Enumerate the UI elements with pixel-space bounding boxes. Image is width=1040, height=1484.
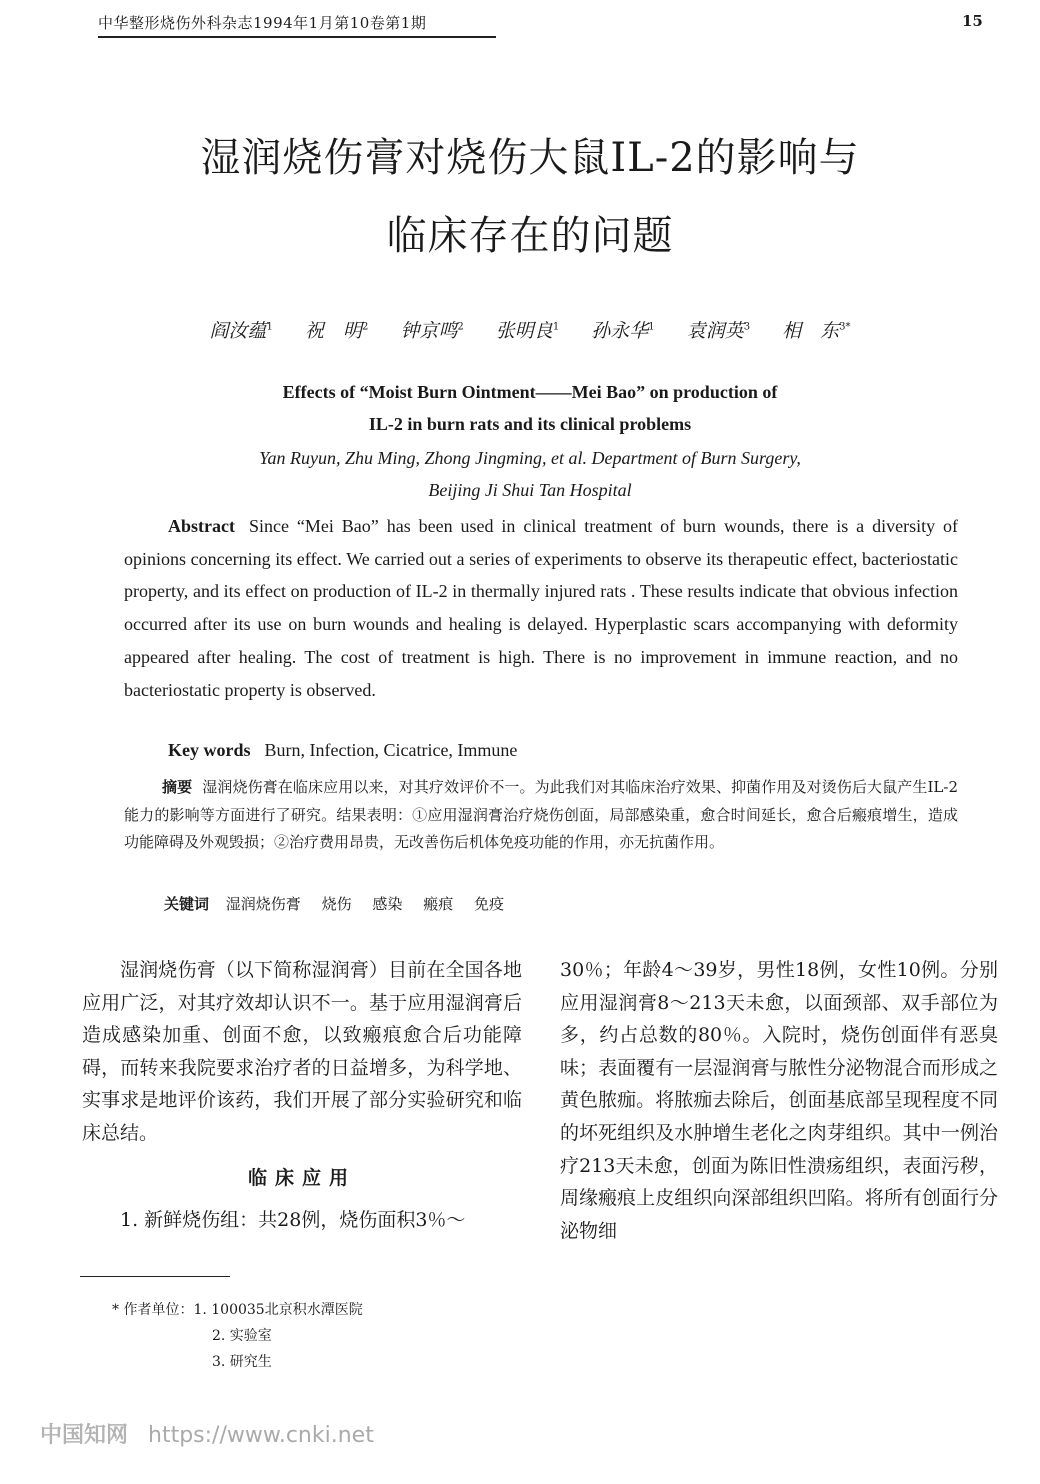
author: 孙永华$^1$	[591, 320, 655, 342]
english-authors-line-2: Beijing Ji Shui Tan Hospital	[428, 480, 632, 500]
page-number: 15	[962, 12, 983, 30]
keywords-label: Key words	[168, 740, 251, 760]
cn-abstract-text: 湿润烧伤膏在临床应用以来，对其疗效评价不一。为此我们对其临床治疗效果、抑菌作用及对烫伤后大鼠产生IL-2能力的影响等方面进行了研究。结果表明：①应用湿润膏治疗烧伤创面，局部感染重，愈合时间延长，愈合后瘢痕增生，造成功能障碍及外观毁损；②治疗费用昂贵，无改善伤后机体免疫功能的作用，亦无抗菌作用。	[124, 778, 958, 851]
body-paragraph: 湿润烧伤膏（以下简称湿润膏）目前在全国各地应用广泛，对其疗效却认识不一。基于应用湿润膏后造成感染加重、创面不愈，以致瘢痕愈合后功能障碍，而转来我院要求治疗者的日益增多，为科学地、实事求是地评价该药，我们开展了部分实验研究和临床总结。	[82, 959, 522, 1144]
running-head: 中华整形烧伤外科杂志1994年1月第10卷第1期	[98, 12, 496, 38]
footnote-line-2: 2. 实验室	[212, 1328, 272, 1344]
cn-keyword: 感染	[372, 895, 403, 913]
footnote-line-3: 3. 研究生	[212, 1354, 272, 1370]
author: 阎汝蕴$^1$	[209, 320, 273, 342]
title-line-1: 湿润烧伤膏对烧伤大鼠IL-2的影响与	[200, 135, 860, 181]
section-heading: 临床应用	[247, 1166, 356, 1189]
author: 祝 明$^2$	[304, 320, 369, 342]
author: 袁润英$^3$	[686, 320, 751, 342]
english-abstract	[124, 510, 958, 706]
author: 相 东$^{3*}$	[782, 320, 851, 342]
cn-keywords-label: 关键词	[164, 895, 210, 913]
english-authors-line-1: Yan Ruyun, Zhu Ming, Zhong Jingming, et al. Department of Burn Surgery,	[259, 448, 801, 468]
abstract-label: Abstract	[168, 516, 235, 536]
english-title-line-2: IL-2 in burn rats and its clinical problems	[368, 414, 692, 434]
author: 张明良$^1$	[495, 320, 560, 342]
footnote-line-1: * 作者单位：1. 100035北京积水潭医院	[112, 1302, 363, 1318]
body-right-column	[560, 954, 998, 1247]
body-paragraph: 1. 新鲜烧伤组：共28例，烧伤面积3％～	[120, 1209, 466, 1232]
chinese-keywords	[164, 893, 520, 914]
title-line-2: 临床存在的问题	[386, 213, 674, 259]
english-keywords	[168, 740, 517, 761]
english-title-line-1: Effects of “Moist Burn Ointment——Mei Bao” on production of	[282, 382, 778, 402]
cn-keyword: 免疫	[473, 895, 504, 913]
chinese-abstract	[124, 774, 958, 857]
cn-keyword: 湿润烧伤膏	[225, 895, 301, 913]
body-paragraph: 30％；年龄4～39岁，男性18例，女性10例。分别应用湿润膏8～213天未愈，以面颈部、双手部位为多，约占总数的80％。入院时，烧伤创面伴有恶臭味；表面覆有一层湿润膏与脓性分泌物混合而形成之黄色脓痂。将脓痂去除后，创面基底部呈现程度不同的坏死组织及水肿增生老化之肉芽组织。其中一例治疗213天未愈，创面为陈旧性溃疡组织，表面污秽，周缘瘢痕上皮组织向深部组织凹陷。将所有创面行分泌物细	[560, 959, 998, 1242]
cn-keyword: 烧伤	[321, 895, 352, 913]
watermark-url: https://www.cnki.net	[148, 1423, 374, 1448]
abstract-text: Since “Mei Bao” has been used in clinical treatment of burn wounds, there is a diversity of opinions concerning its effect. We carried out a series of experiments to observe its therapeutic effect, bacteriostatic property, and its effect on production of IL-2 in thermally injured rats . These results indicate that obvious infection occurred after its use on burn wounds and healing is delayed. Hyperplastic scars accompanying with deformity appeared after healing. The cost of treatment is high. There is no improvement in immune reaction, and no bacteriostatic property is observed.	[124, 516, 958, 700]
footnote-rule	[80, 1276, 230, 1277]
keywords-text: Burn, Infection, Cicatrice, Immune	[264, 740, 518, 760]
author: 钟京鸣$^2$	[400, 320, 464, 342]
body-left-column	[82, 954, 522, 1237]
watermark-brand: 中国知网	[40, 1423, 129, 1448]
cn-keyword: 瘢痕	[423, 895, 454, 913]
watermark	[40, 1418, 374, 1449]
cn-abstract-label: 摘要	[162, 778, 193, 796]
author-list	[120, 316, 940, 343]
